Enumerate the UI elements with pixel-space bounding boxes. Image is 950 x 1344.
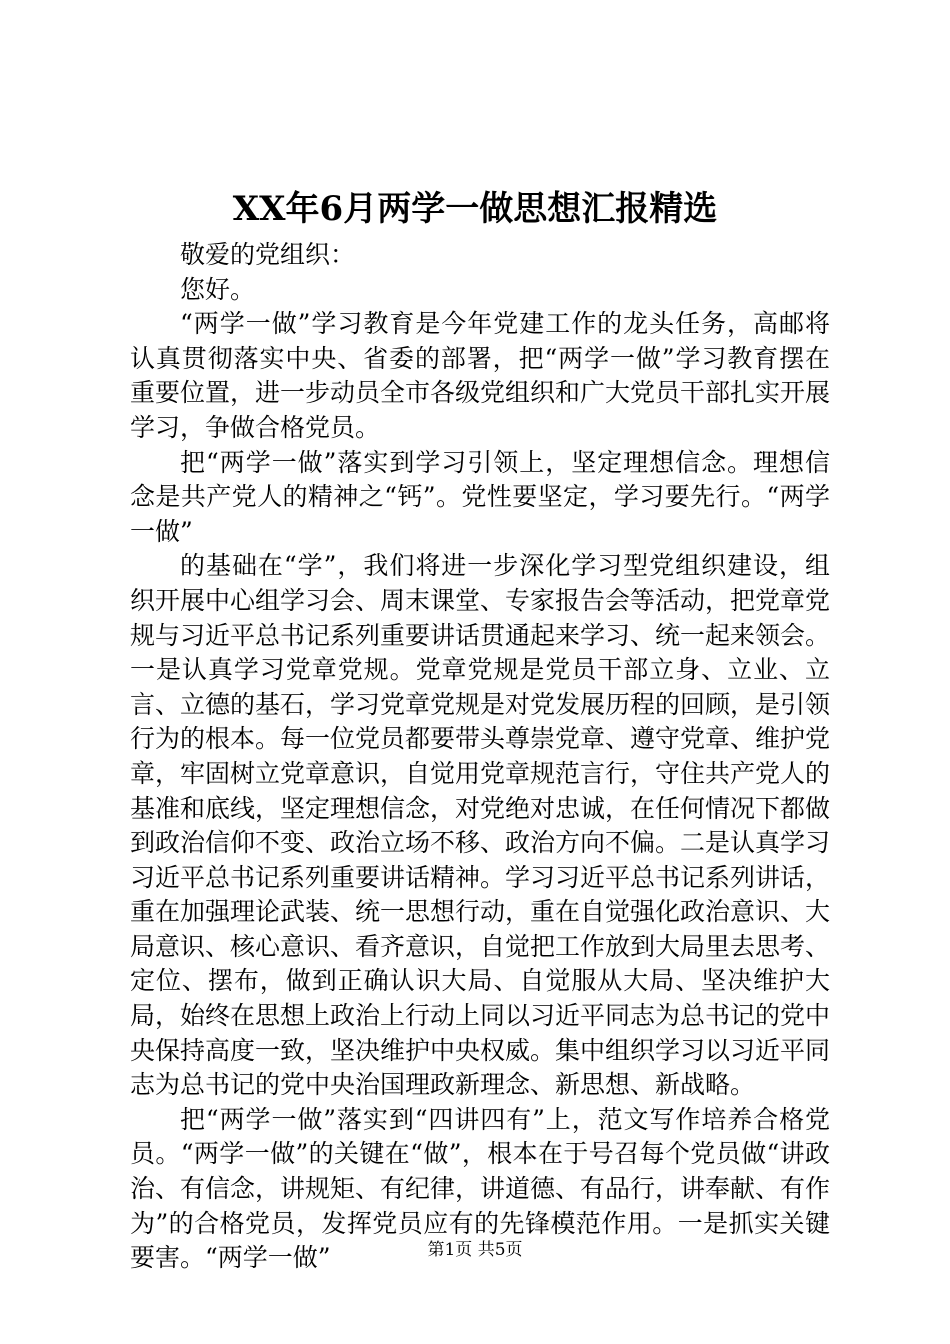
paragraph: 把“两学一做”落实到学习引领上，坚定理想信念。理想信念是共产党人的精神之“钙”。党性要坚定，学习要先行。“两学一做” — [130, 447, 830, 546]
document-body — [130, 238, 830, 1276]
paragraph: 把“两学一做”落实到“四讲四有”上，范文写作培养合格党员。“两学一做”的关键在“做”，根本在于号召每个党员做“讲政治、有信念，讲规矩、有纪律，讲道德、有品行，讲奉献、有作为”的合格党员，发挥党员应有的先锋模范作用。一是抓实关键要害。“两学一做” — [130, 1104, 831, 1273]
paragraph: “两学一做”学习教育是今年党建工作的龙头任务，高邮将认真贯彻落实中央、省委的部署，把“两学一做”学习教育摆在重要位置，进一步动员全市各级党组织和广大党员干部扎实开展学习，争做合格党员。 — [130, 309, 831, 442]
paragraph: 的基础在“学”，我们将进一步深化学习型党组织建设，组织开展中心组学习会、周末课堂、专家报告会等活动，把党章党规与习近平总书记系列重要讲话贯通起来学习、统一起来领会。一是认真学习党章党规。党章党规是党员干部立身、立业、立言、立德的基石，学习党章党规是对党发展历程的回顾，是引领行为的根本。每一位党员都要带头尊崇党章、遵守党章、维护党章，牢固树立党章意识，自觉用党章规范言行，守住共产党人的基准和底线，坚定理想信念，对党绝对忠诚，在任何情况下都做到政治信仰不变、政治立场不移、政治方向不偏。二是认真学习习近平总书记系列重要讲话精神。学习习近平总书记系列讲话，重在加强理论武装、统一思想行动，重在自觉强化政治意识、大局意识、核心意识、看齐意识，自觉把工作放到大局里去思考、定位、摆布，做到正确认识大局、自觉服从大局、坚决维护大局，始终在思想上政治上行动上同以习近平同志为总书记的党中央保持高度一致，坚决维护中央权威。集中组织学习以习近平同志为总书记的党中央治国理政新理念、新思想、新战略。 — [130, 551, 831, 1100]
document-title: XX年6月两学一做思想汇报精选 — [232, 189, 718, 229]
paragraph-salutation: 敬爱的党组织： — [180, 240, 356, 269]
page-number-footer: 第1页 共5页 — [427, 1240, 523, 1260]
paragraph-greeting: 您好。 — [180, 274, 256, 304]
